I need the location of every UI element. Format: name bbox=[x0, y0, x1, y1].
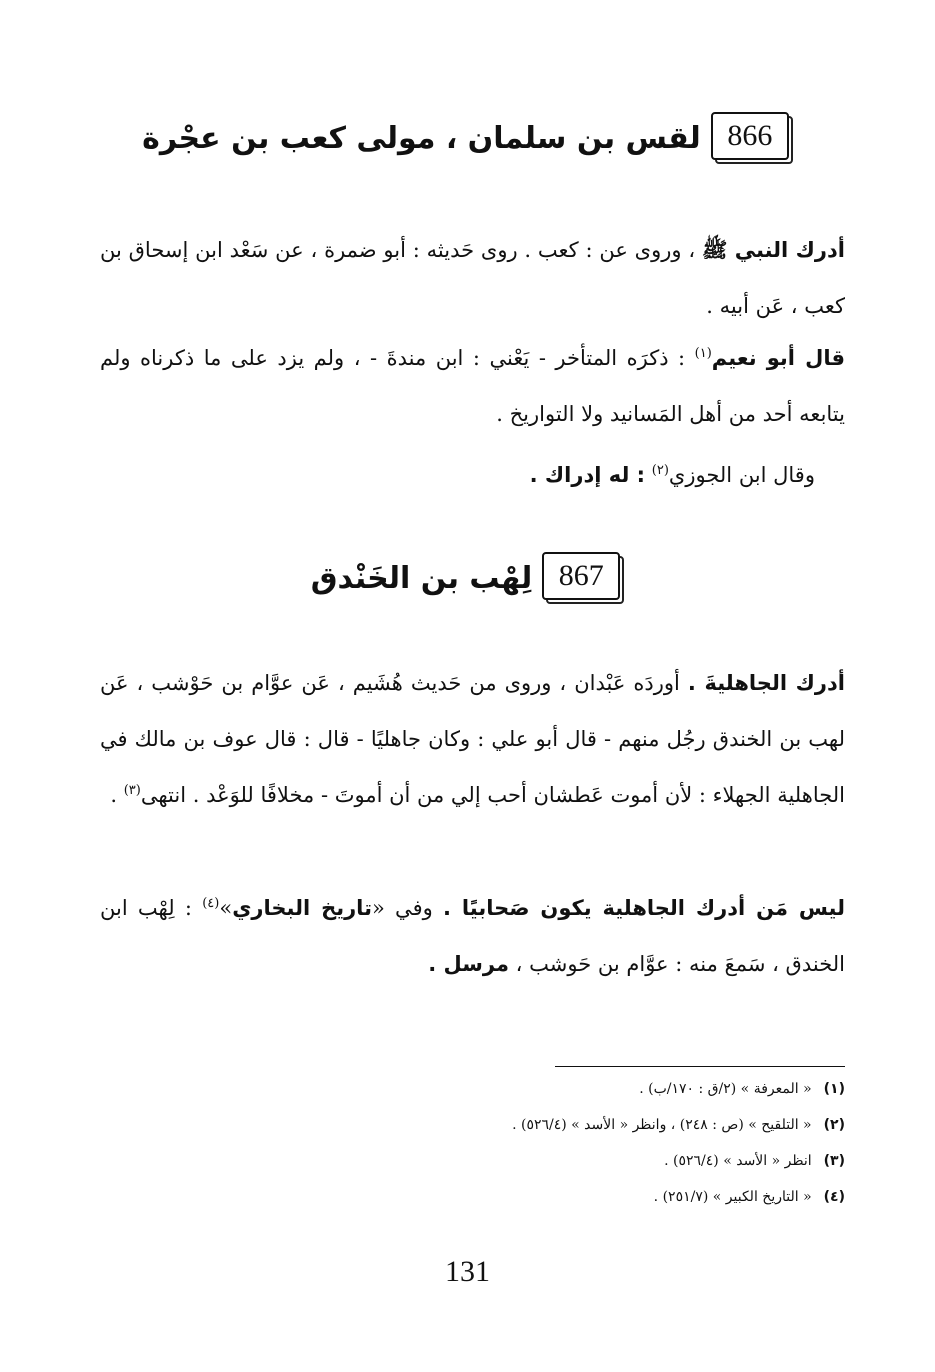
footnote-ref: (٤) bbox=[202, 896, 220, 911]
footnote-3 bbox=[300, 1152, 845, 1170]
bold-phrase: ليس مَن أدرك الجاهلية يكون صَحابيًا . bbox=[443, 896, 845, 920]
entry-number-box bbox=[711, 112, 793, 164]
bold-phrase: أدرك النبي ﷺ bbox=[701, 238, 845, 262]
entry-866-paragraph-3 bbox=[130, 447, 815, 503]
paragraph-end: . bbox=[110, 783, 118, 807]
entry-number: 866 bbox=[711, 112, 789, 160]
footnote-number: (٤) bbox=[823, 1189, 845, 1205]
footnote-ref: (٣) bbox=[123, 783, 141, 798]
bold-phrase: أدرك الجاهليةَ . bbox=[687, 671, 845, 695]
entry-867-paragraph-1 bbox=[100, 655, 845, 823]
entry-866-paragraph-1 bbox=[100, 222, 845, 334]
bold-phrase: مرسل . bbox=[428, 952, 509, 976]
footnote-divider bbox=[555, 1066, 845, 1067]
bold-phrase: : له إدراك . bbox=[529, 463, 646, 487]
footnote-text: « التلقيح » (ص : ٢٤٨) ، وانظر « الأسد » (٥٢٦/٤) . bbox=[512, 1117, 812, 1133]
book-title: تاريخ البخاري bbox=[232, 896, 372, 920]
entry-number: 867 bbox=[542, 552, 620, 600]
footnote-4 bbox=[300, 1188, 845, 1206]
entry-title: لِهْب بن الخَنْدق bbox=[310, 560, 533, 596]
entry-title: لقس بن سلمان ، مولى كعب بن عجْرة bbox=[142, 120, 701, 156]
footnote-text: « المعرفة » (٢/ق : ١٧٠/ب) . bbox=[639, 1081, 812, 1097]
footnote-1 bbox=[300, 1080, 845, 1098]
paragraph-text: ، وروى عن : كعب . روى حَديثه : أبو ضمرة ، عن سَعْد ابن إسحاق بن كعب ، عَن أبيه . bbox=[100, 238, 845, 318]
paragraph-text: » bbox=[219, 896, 233, 920]
paragraph-text: وقال ابن الجوزي bbox=[668, 463, 815, 487]
page-number: 131 bbox=[445, 1255, 490, 1288]
bold-phrase: قال أبو نعيم bbox=[711, 346, 845, 370]
footnote-number: (١) bbox=[823, 1081, 845, 1097]
paragraph-text: : لِهْب ابن الخندق ، سَمعَ منه : عوَّام بن حَوشب ، bbox=[100, 896, 845, 976]
entry-867-paragraph-2 bbox=[100, 880, 845, 992]
entry-867-heading bbox=[60, 552, 875, 604]
paragraph-text: أوردَه عَبْدان ، وروى من حَديث هُشَيم ، عَن عوَّام بن حَوْشب ، عَن لهب بن الخندق رجُل منهم - قال أبو علي : وكان جاهليًا - قال : قال عوف بن مالك في الجاهلية الجهلاء : لأن أموت عَطشان أحب إلي من أن أموتَ - مخلافًا للوَعْد . انتهى bbox=[100, 671, 845, 807]
entry-866-heading bbox=[60, 112, 875, 164]
footnote-text: « التاريخ الكبير » (٢٥١/٧) . bbox=[653, 1189, 812, 1205]
paragraph-text: وفي « bbox=[371, 896, 433, 920]
footnote-number: (٢) bbox=[823, 1117, 845, 1133]
entry-number-box bbox=[542, 552, 624, 604]
footnote-number: (٣) bbox=[823, 1153, 845, 1169]
footnote-ref: (٢) bbox=[651, 463, 669, 478]
footnote-2 bbox=[300, 1116, 845, 1134]
footnote-ref: (١) bbox=[694, 346, 712, 361]
entry-866-paragraph-2 bbox=[100, 330, 845, 442]
paragraph-text: : ذكرَه المتأخر - يَعْني : ابن مندةَ - ، ولم يزد على ما ذكرناه ولم يتابعه أحد من أهل المَسانيد ولا التواريخ . bbox=[100, 346, 845, 426]
footnote-text: انظر « الأسد » (٥٢٦/٤) . bbox=[664, 1153, 812, 1169]
